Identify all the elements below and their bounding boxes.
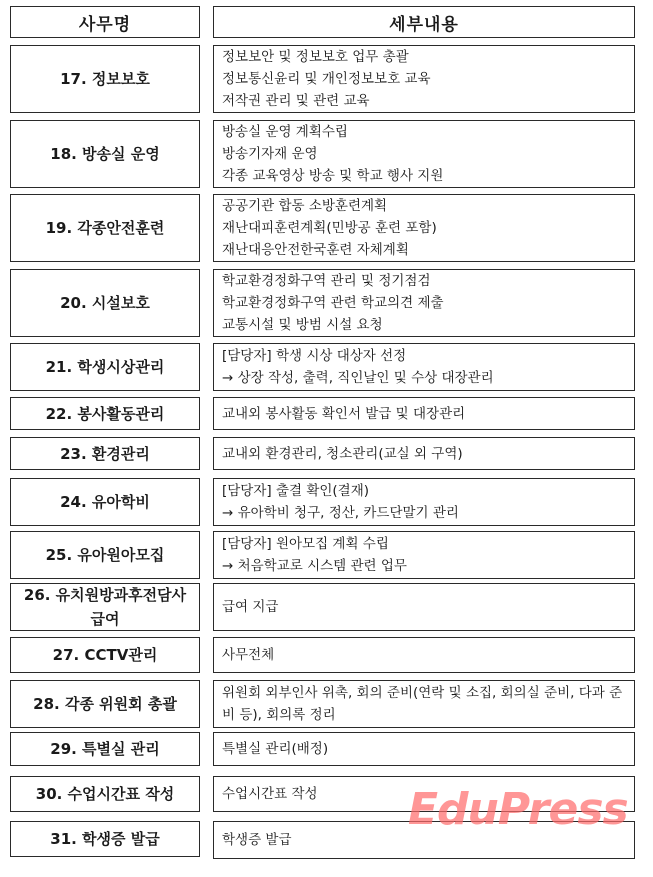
task-detail xyxy=(213,343,635,391)
detail-line: [담당자] 원아모집 계획 수립 xyxy=(222,536,389,552)
detail-line: 수업시간표 작성 xyxy=(222,786,318,802)
detail-line: 교통시설 및 방범 시설 요청 xyxy=(222,317,383,333)
task-detail xyxy=(213,680,635,728)
detail-line: [담당자] 출결 확인(결재) xyxy=(222,483,370,499)
detail-line: 정보보안 및 정보보호 업무 총괄 xyxy=(222,49,409,65)
detail-line: 재난대피훈련계획(민방공 훈련 포함) xyxy=(222,220,437,236)
detail-line: 저작권 관리 및 관련 교육 xyxy=(222,93,370,109)
detail-line: 방송기자재 운영 xyxy=(222,146,318,162)
detail-line: 급여 지급 xyxy=(222,599,279,615)
edupress-watermark: EduPress xyxy=(408,784,628,835)
detail-line: 교내외 환경관리, 청소관리(교실 외 구역) xyxy=(222,445,463,462)
detail-line: 교내외 봉사활동 확인서 발급 및 대장관리 xyxy=(222,405,466,422)
header-detail: 세부내용 xyxy=(213,6,635,38)
task-detail xyxy=(213,194,635,262)
task-name: 29. 특별실 관리 xyxy=(10,732,200,766)
task-detail xyxy=(213,437,635,470)
task-detail xyxy=(213,269,635,337)
task-name: 24. 유아학비 xyxy=(10,478,200,526)
task-detail xyxy=(213,637,635,673)
task-name: 26. 유치원방과후전담사 급여 xyxy=(10,583,200,631)
detail-line: 학교환경정화구역 관련 학교의견 제출 xyxy=(222,295,444,311)
task-name: 22. 봉사활동관리 xyxy=(10,397,200,430)
task-detail xyxy=(213,732,635,766)
detail-line: 공공기관 합동 소방훈련계획 xyxy=(222,198,388,214)
detail-line: 학교환경정화구역 관리 및 정기점검 xyxy=(222,273,431,289)
task-detail xyxy=(213,478,635,526)
detail-line: → 유아학비 청구, 정산, 카드단말기 관리 xyxy=(222,505,459,521)
task-name: 21. 학생시상관리 xyxy=(10,343,200,391)
task-name: 18. 방송실 운영 xyxy=(10,120,200,188)
detail-line: → 상장 작성, 출력, 직인날인 및 수상 대장관리 xyxy=(222,370,494,386)
task-name: 30. 수업시간표 작성 xyxy=(10,776,200,812)
task-name: 25. 유아원아모집 xyxy=(10,531,200,579)
detail-line: 재난대응안전한국훈련 자체계획 xyxy=(222,242,409,258)
detail-line: 방송실 운영 계획수립 xyxy=(222,124,348,140)
task-name: 27. CCTV관리 xyxy=(10,637,200,673)
detail-line: 사무전체 xyxy=(222,647,275,663)
task-detail xyxy=(213,531,635,579)
task-detail xyxy=(213,397,635,430)
header-task: 사무명 xyxy=(10,6,200,38)
detail-line: 정보통신윤리 및 개인정보보호 교육 xyxy=(222,71,431,87)
task-name: 17. 정보보호 xyxy=(10,45,200,113)
task-name: 31. 학생증 발급 xyxy=(10,821,200,857)
detail-line: 특별실 관리(배정) xyxy=(222,741,329,757)
task-name: 28. 각종 위원회 총괄 xyxy=(10,680,200,728)
task-name: 23. 환경관리 xyxy=(10,437,200,470)
task-detail xyxy=(213,583,635,631)
task-detail xyxy=(213,45,635,113)
detail-line: [담당자] 학생 시상 대상자 선정 xyxy=(222,348,407,364)
detail-line: → 처음학교로 시스템 관련 업무 xyxy=(222,558,407,574)
detail-line: 위원회 외부인사 위촉, 회의 준비(연락 및 소집, 회의실 준비, 다과 준비 등), 회의록 정리 xyxy=(222,685,623,723)
task-name: 20. 시설보호 xyxy=(10,269,200,337)
task-name: 19. 각종안전훈련 xyxy=(10,194,200,262)
task-detail xyxy=(213,120,635,188)
detail-line: 각종 교육영상 방송 및 학교 행사 지원 xyxy=(222,168,444,184)
detail-line: 학생증 발급 xyxy=(222,832,292,848)
